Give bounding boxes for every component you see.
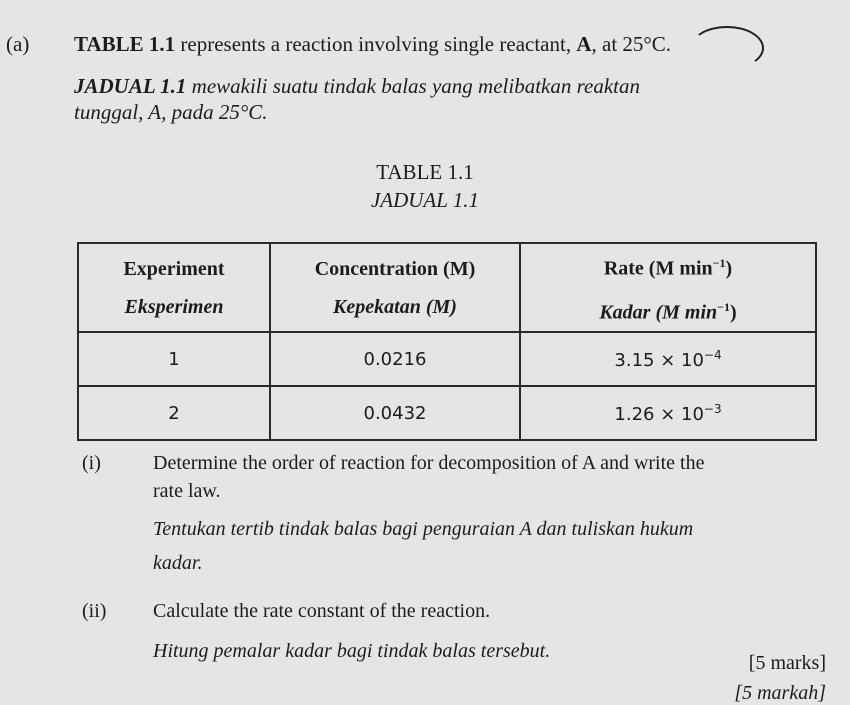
pen-circle-mark [690,26,764,70]
header-experiment: Experiment Eksperimen [78,243,270,332]
intro-english-text: represents a reaction involving single reactant, [175,32,577,56]
part-i-english-line2: rate law. [153,480,221,502]
intro-english-temp: , at 25°C. [591,32,672,56]
marks-malay: [5 markah] [734,682,826,704]
table-header-row [78,243,816,332]
part-i-label: (i) [82,452,101,474]
question-label: (a) [6,32,30,56]
rate-data-table [77,242,817,441]
intro-english [74,32,671,57]
table-ref-bold: TABLE 1.1 [74,32,176,56]
cell-rate: $3.15 \times 10^{-4}$ [520,332,816,386]
header-concentration: Concentration (M) Kepekatan (M) [270,243,520,332]
intro-malay-line1 [74,74,640,99]
part-i-english-line1: Determine the order of reaction for decomposition of A and write the [153,452,705,474]
part-ii-label: (ii) [82,600,107,622]
part-i-malay-line2: kadar. [153,552,203,574]
header-rate: Rate (M $\min^{-1}$) Kadar (M $\min^{-1}$) [520,243,816,332]
table-row [78,332,816,386]
intro-malay-text: mewakili suatu tindak balas yang melibatkan reaktan [186,74,640,98]
table-caption-malay: JADUAL 1.1 [370,188,480,212]
table-row [78,386,816,440]
intro-malay-line2: tunggal, A, pada 25°C. [74,100,268,124]
reactant-symbol: A [576,32,592,56]
jadual-ref-bold: JADUAL 1.1 [74,74,187,98]
cell-experiment: 2 [78,386,270,440]
cell-concentration: 0.0432 [270,386,520,440]
cell-rate: $1.26 \times 10^{-3}$ [520,386,816,440]
marks-english: [5 marks] [748,652,826,674]
part-ii-english: Calculate the rate constant of the reaction. [153,600,491,622]
part-i-malay-line1: Tentukan tertib tindak balas bagi penguraian A dan tuliskan hukum [153,518,694,540]
table-caption-english: TABLE 1.1 [376,160,474,184]
part-ii-malay: Hitung pemalar kadar bagi tindak balas tersebut. [153,640,551,662]
cell-concentration: 0.0216 [270,332,520,386]
cell-experiment: 1 [78,332,270,386]
